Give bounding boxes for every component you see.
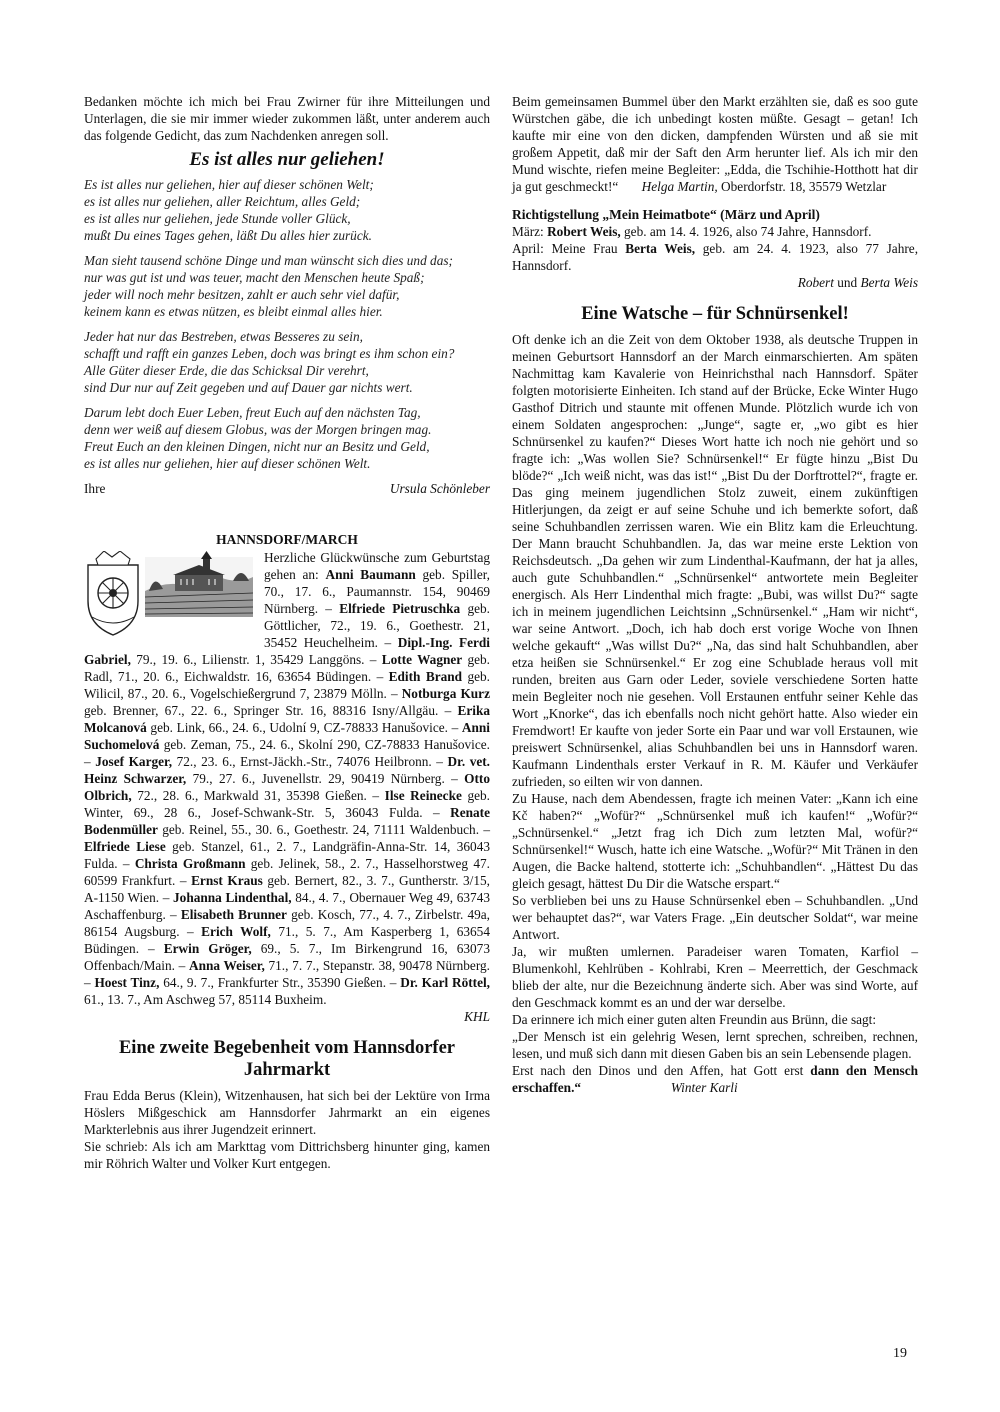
poem-line: Alle Güter dieser Erde, die das Schicksal Dir verehrt, — [84, 363, 369, 378]
intro-paragraph: Bedanken möchte ich mich bei Frau Zwirner für ihre Mitteilungen und Unterlagen, die sie mir immer wieder zukommen läßt, unter anderem auch das folgende Gedicht, das zum Nachdenken anregen soll. — [84, 94, 490, 143]
jahrmarkt-paragraph-1: Frau Edda Berus (Klein), Witzenhausen, hat sich bei der Lektüre von Irma Höslers Mißgeschick am Hannsdorfer Jahrmarkt an ein eigenes Markterlebnis aus ihrer Jugendzeit erinnert. — [84, 1088, 490, 1137]
coat-of-arms-icon — [84, 551, 142, 637]
poem-line: mußt Du eines Tages gehen, läßt Du alles hier zurück. — [84, 228, 372, 243]
poem-line: Darum lebt doch Euer Leben, freut Euch auf den nächsten Tag, — [84, 405, 421, 420]
hannsdorf-emblem — [84, 551, 256, 643]
watsche-signature: Winter Karli — [670, 1080, 738, 1095]
birthday-name: Erwin Gröger, — [163, 941, 252, 956]
correction-april-prefix: April: Meine Frau — [512, 241, 626, 256]
signature-prefix: Ihre — [84, 481, 106, 496]
poem-line: es ist alles nur geliehen, aller Reichtum, alles Geld; — [84, 194, 361, 209]
birthday-name: Anni Suchomelová — [84, 720, 490, 752]
correction-maerz-rest: geb. am 14. 4. 1926, also 74 Jahre, Hannsdorf. — [620, 224, 872, 239]
birthday-name: Josef Karger, — [95, 754, 173, 769]
birthday-name: Lotte Wagner — [381, 652, 463, 667]
watsche-p7-text: Erst nach den Dinos und den Affen, hat Gott erst — [512, 1063, 811, 1078]
village-drawing-icon — [145, 551, 253, 617]
birthday-details: geb. Brenner, 67., 22. 6., Springer Str. 16, 88316 Isny/Allgäu. – — [84, 703, 458, 718]
birthday-name: Anna Weiser, — [189, 958, 265, 973]
poem-line: Es ist alles nur geliehen, hier auf dieser schönen Welt; — [84, 177, 374, 192]
watsche-paragraph-7 — [512, 1062, 918, 1096]
correction-april-rest: geb. am 24. 4. 1923, also 77 Jahre, Hannsdorf. — [512, 241, 919, 273]
correction-april — [512, 240, 918, 274]
jahrmarkt-signature-name: Helga Martin, — [641, 179, 718, 194]
jahrmarkt-signature-address: Oberdorfstr. 18, 35579 Wetzlar — [717, 179, 887, 194]
watsche-paragraph-5: Da erinnere ich mich einer guten alten Freundin aus Brünn, die sagt: — [512, 1012, 877, 1027]
birthday-details: 61., 13. 7., Am Aschweg 57, 85114 Buxheim. — [84, 992, 327, 1007]
birthday-details: 71., 5. 7., Am Kasperberg 1, 63654 Büdingen. – — [84, 924, 490, 956]
correction-april-name: Berta Weis, — [625, 241, 696, 256]
birthday-details: 71., 7. 7., Stepanstr. 38, 90478 Nürnberg. – — [84, 958, 490, 990]
jahrmarkt-continuation — [512, 93, 918, 195]
correction-signature-row — [512, 274, 918, 291]
page-number: 19 — [893, 1346, 907, 1361]
correction-heading: Richtigstellung „Mein Heimatbote“ (März und April) — [512, 207, 820, 222]
birthday-name: Erich Wolf, — [201, 924, 271, 939]
watsche-paragraph-4: Ja, wir mußten umlernen. Paradeiser waren Tomaten, Karfiol – Blumenkohl, Kehlrüben - Kohlrabi, Kren – Meerrettich, der Geschmack blieb der alte, nur die Bezeichnung änderte sich. Aber was sind Worte, auf den Geschmack kommt es an und der war derselbe. — [512, 944, 918, 1010]
birthday-name: Renate Bodenmüller — [84, 805, 490, 837]
poem-signature — [84, 480, 490, 497]
poem-line: Freut Euch an den kleinen Dingen, nicht nur an Besitz und Geld, — [84, 439, 430, 454]
birthday-name: Dr. vet. Heinz Schwarzer, — [84, 754, 491, 786]
birthday-name: Notburga Kurz — [401, 686, 490, 701]
hannsdorf-heading: HANNSDORF/MARCH — [216, 532, 358, 547]
poem-line: denn wer weiß auf diesem Globus, was der Morgen bringen mag. — [84, 422, 432, 437]
jahrmarkt-heading: Eine zweite Begebenheit vom Hannsdorfer Jahrmarkt — [118, 1038, 456, 1080]
birthday-signature-row — [84, 1008, 490, 1025]
birthday-details: geb. Winter, 69., 28 6., Josef-Schwank-Str. 5, 36043 Fulda. – — [84, 788, 490, 820]
birthday-details: geb. Reinel, 55., 30. 6., Goethestr. 24, 71111 Waldenbuch. – — [157, 822, 490, 837]
correction-maerz-prefix: März: — [512, 224, 548, 239]
correction-signature — [798, 274, 918, 291]
birthday-intro: Herzliche Glückwünsche zum Geburtstag gehen an: — [264, 550, 490, 582]
birthday-details: geb. Link, 66., 24. 6., Udolní 9, CZ-78833 Hanušovice. – — [146, 720, 462, 735]
correction-maerz — [512, 223, 918, 240]
birthday-name: Christa Großmann — [134, 856, 246, 871]
poem-line: es ist alles nur geliehen, hier auf dieser schönen Welt. — [84, 456, 371, 471]
birthday-details: geb. Radl, 71., 20. 6., Eichwaldstr. 16, 63654 Büdingen. – — [84, 652, 490, 684]
jahrmarkt-paragraph-2: Sie schrieb: Als ich am Markttag vom Dittrichsberg hinunter ging, kamen mir Röhrich Walter und Volker Kurt entgegen. — [84, 1139, 490, 1171]
correction-signature-and: und — [833, 275, 861, 290]
watsche-paragraph-1: Oft denke ich an die Zeit von dem Oktober 1938, als deutsche Truppen in meinen Geburtsort Hannsdorf an der March einmarschierten. Am späten Nachmittag kam Kavalerie von Heinrichsthal nach Hannsdorf. Später folgten motorisierte Einheiten. Ich stand auf der Brücke, Ecke Winter Hugo Gasthof Ditrich und staunte mit offenen Munde. Plötzlich wurde ich von einem Soldaten angesprochen: „Junge“, sagte er, „wo gibt es hier Schnürsenkel zu kaufen?“ Dieses Wort hatte ich noch nie gehört und so fragte ich: „Was wollen Sie? Schnürsenkel!“ Er fügte hinzu „Bist Du blöde?“ „Ich weiß nicht, was das ist!“ „Bist Du der Dorftrottel?“, fragte er. Das ging meinem jugendlichen Stolz zuweit, einem zukünftigen Hitlerjungen, da zeigt er auf seine Schuhe und ich bemerkte sofort, daß seine Schuhbandlen zerrissen waren. Wie ein Blitz kam die Erleuchtung. Der Mann braucht Schuhbandlen. Ja, das war meine erste Lektion von Reichsdeutsch. „Da gehen wir zum Lindenthal-Kaufmann, der hat ja alles, auch gute Schuhbandlen.“ „Schnürsenkel“ antwortete mein Begleiter energisch. Als Herr Lindenthal mich fragte: „Bubi, was willst Du?“ sagte ich in meinem jugendlichen Leichtsinn „Schnürsenkel.“ „Ham wir nicht“, war seine Antwort. „Doch, ich hab doch erst vorige Woche von Ihnen welche gekauft“ „Was willst Du?“ „Na, das sind halt Schuhbandlen, aber etza heißen sie Schnürsenkel.“ Er zog eine Schublade heraus voll mit runden, breiten aus Garn oder Leder, soviele verschiedene Sorten hatte mein Begleiter noch nie gesehen. Voll Erstaunen entfuhr seiner Kehle das Wort „Knorke“, das ich ebenfalls noch nicht gehört hatte. Also wieder ein Fremdwort! Er kaufte von jeder Sorte ein Paar und war voll Erstaunen, wie preiswert Schnürsenkel, alias Schuhbandlen bei uns in Hannsdorf waren. Kaufmann Lindenthals erster Verkauf in R. M. Käufer und Verkäufer zufrieden, so eilten wir von dannen. — [512, 332, 918, 789]
birthday-details: geb. Stanzel, 61., 2. 7., Landgräfin-Anna-Str. 14, 36043 Fulda. – — [84, 839, 490, 871]
poem-stanza-2 — [84, 252, 490, 320]
birthday-name: Otto Olbrich, — [84, 771, 491, 803]
birthday-details: geb. Göttlicher, 72., 19. 6., Goethestr. 21, 35452 Heuchelheim. – — [264, 601, 490, 650]
birthday-name: Anni Baumann — [325, 567, 416, 582]
birthday-details: 79., 27. 6., Juvenellstr. 29, 90419 Nürnberg. – — [186, 771, 465, 786]
birthday-name: Dipl.-Ing. Ferdi Gabriel, — [84, 635, 490, 667]
poem-line: es ist alles nur geliehen, jede Stunde voller Glück, — [84, 211, 351, 226]
birthday-details: geb. Wilicil, 87., 20. 6., Vogelschießergrund 7, 23879 Mölln. – — [84, 669, 490, 701]
birthday-details: 72., 23. 6., Ernst-Jäckh.-Str., 74076 Heilbronn. – — [172, 754, 448, 769]
birthday-details: 64., 9. 7., Frankfurter Str., 35390 Gießen. – — [159, 975, 401, 990]
birthday-name: Ilse Reinecke — [384, 788, 462, 803]
jahrmarkt-continuation-text: Beim gemeinsamen Bummel über den Markt erzählten sie, daß es soo gute Würstchen gäbe, die ich unbedingt kosten müßte. Gesagt – getan! Ich kaufte mir eine von den dicken, dampfenden Würsten und aß sie mit großem Appetit, daß mir der Saft den Arm herunter lief. Als ich mir den Mund wischte, riefen meine Begleiter: „Edda, die Tschihie-Hotthott hat dir ja gut geschmeckt!“ — [512, 94, 918, 194]
birthday-name: Edith Brand — [388, 669, 463, 684]
watsche-heading: Eine Watsche – für Schnürsenkel! — [581, 304, 849, 324]
poem-line: Man sieht tausend schöne Dinge und man wünscht sich dies und das; — [84, 253, 453, 268]
poem-stanza-3 — [84, 328, 490, 396]
poem-line: nur was gut ist und was teuer, macht den Menschen heute Spaß; — [84, 270, 425, 285]
watsche-paragraph-2: Zu Hause, nach dem Abendessen, fragte ich meinen Vater: „Kann ich eine Kč haben?“ „Wofür?“ „Schnürsenkel muß ich kaufen!“ „Wofür?“ „Schnürsenkel.“ „Jetzt frag ich Dich zum letzten Mal, wofür?“ Schnürsenkel!“ Wusch, hatte ich eine Watsche. „Wofür?“ Mit Tränen in den Augen, die Backe haltend, stotterte ich: „Schuhbandlen“. „Hättest Du das gleich gesagt, hättest Du Dir die Watsche erspart.“ — [512, 791, 918, 891]
poem-line: sind Dur nur auf Zeit gegeben und auf Dauer gar nichts wert. — [84, 380, 413, 395]
watsche-p7-bold: dann den Mensch erschaffen.“ — [512, 1063, 918, 1095]
birthday-details: 79., 19. 6., Lilienstr. 1, 35429 Langgöns. – — [130, 652, 382, 667]
birthday-signature: KHL — [464, 1009, 490, 1024]
right-column — [512, 93, 918, 1096]
watsche-paragraph-3: So verblieben bei uns zu Hause Schnürsenkel eben – Schuhbandlen. „Und wer behauptet das?“, war Vaters Frage. „Ein deutscher Soldat“, war meine Antwort. — [512, 893, 918, 942]
birthday-details: 84., 4. 7., Obernauer Weg 49, 63743 Aschaffenburg. – — [84, 890, 490, 922]
poem-stanza-4 — [84, 404, 490, 472]
birthday-name: Ernst Kraus — [191, 873, 263, 888]
watsche-paragraph-6: „Der Mensch ist ein gelehrig Wesen, lernt sprechen, schreiben, rechnen, lesen, und muß sich dann mit diesen Gaben bis an sein Lebensende plagen. — [512, 1029, 918, 1061]
birthday-name: Dr. Karl Röttel, — [400, 975, 490, 990]
birthday-details: geb. Kosch, 77., 4. 7., Zirbelstr. 49a, 86154 Augsburg. – — [84, 907, 490, 939]
birthday-name: Elfriede Liese — [84, 839, 166, 854]
correction-signature-b: Berta Weis — [860, 275, 918, 290]
birthday-name: Johanna Lindenthal, — [173, 890, 292, 905]
poem-title: Es ist alles nur geliehen! — [189, 149, 385, 170]
correction-maerz-name: Robert Weis, — [547, 224, 621, 239]
birthday-details: geb. Jelinek, 58., 2. 7., Hasselhorstweg 47. 60599 Frankfurt. – — [84, 856, 490, 888]
birthday-details: geb. Zeman, 75., 24. 6., Skolní 290, CZ-78833 Hanušovice. – — [84, 737, 490, 769]
birthday-name: Elisabeth Brunner — [180, 907, 287, 922]
birthday-name: Erika Molcanová — [84, 703, 490, 735]
birthday-details: geb. Bernert, 82., 3. 7., Guntherstr. 3/15, A-1150 Wien. – — [84, 873, 490, 905]
poem-line: jeder will noch mehr besitzen, zahlt er auch sehr viel dafür, — [84, 287, 400, 302]
poem-stanza-1 — [84, 176, 490, 244]
correction-signature-a: Robert — [797, 275, 834, 290]
birthday-details: 72., 28. 6., Markwald 31, 35398 Gießen. – — [131, 788, 385, 803]
poem-line: schafft und rafft ein ganzes Leben, doch was bringt es ihm schon ein? — [84, 346, 455, 361]
poem-line: Jeder hat nur das Bestreben, etwas Besseres zu sein, — [84, 329, 363, 344]
birthday-details: geb. Spiller, 70., 17. 6., Paumannstr. 154, 90469 Nürnberg. – — [264, 567, 491, 616]
poem-line: keinem kann es etwas nützen, es bleibt einmal alles hier. — [84, 304, 383, 319]
birthday-name: Elfriede Pietruschka — [339, 601, 461, 616]
left-column — [84, 93, 490, 1172]
signature-author: Ursula Schönleber — [389, 481, 490, 496]
birthday-details: 69., 5. 7., Im Birkengrund 16, 63073 Offenbach/Main. – — [84, 941, 490, 973]
birthday-name: Hoest Tinz, — [94, 975, 160, 990]
birthday-section — [84, 549, 490, 1025]
